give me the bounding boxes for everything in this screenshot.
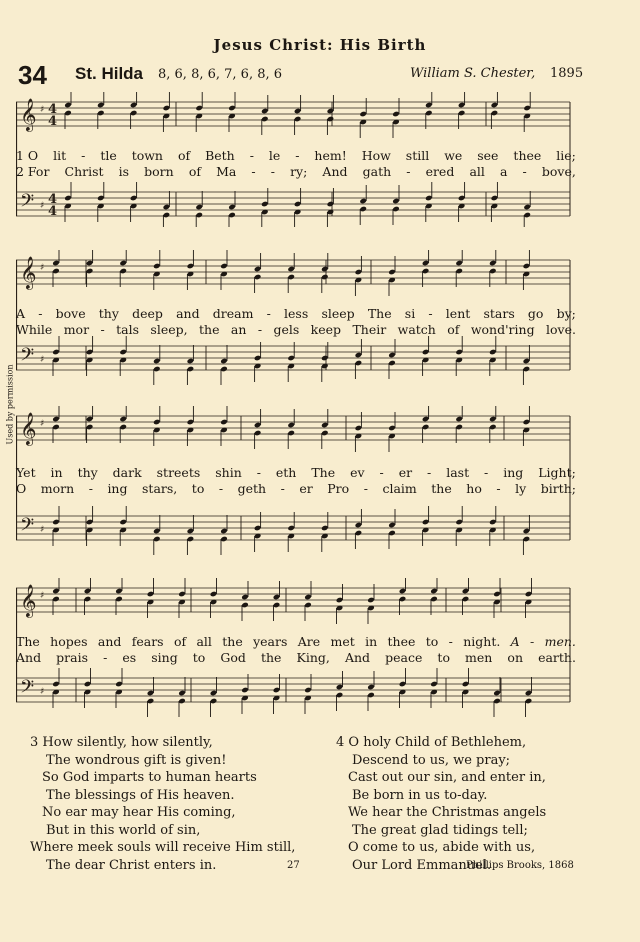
lyric-syllable: mor (63, 322, 90, 337)
lyric-syllable: How (361, 148, 391, 163)
lyric-syllable: - (427, 465, 432, 480)
lyric-syllable: to (425, 634, 439, 649)
lyric-syllable: years (253, 634, 288, 649)
tune-name: St. Hilda (75, 64, 144, 83)
stanza-line: We hear the Christmas angels (348, 805, 547, 820)
stanza-4 (336, 734, 626, 874)
lyric-syllable: claim (382, 481, 417, 496)
svg-text:𝄢: 𝄢 (20, 677, 35, 702)
lyric-syllable: deep (132, 306, 163, 321)
lyric-syllable: fears (131, 634, 164, 649)
lyric-syllable: birth; (540, 481, 576, 496)
lyric-syllable: and (97, 634, 122, 649)
svg-text:♯: ♯ (40, 355, 45, 365)
lyric-syllable: keep (310, 322, 342, 337)
lyric-syllable: by; (556, 306, 576, 321)
lyric-syllable: in (365, 634, 378, 649)
stanza-line: Cast out our sin, and enter in, (348, 770, 546, 785)
lyric-syllable: And (322, 164, 348, 179)
lyric-syllable: prais (56, 650, 88, 665)
composer (410, 66, 535, 81)
lyric-line-4-2 (16, 650, 576, 666)
lyric-syllable: ev (350, 465, 365, 480)
stanza-line: No ear may hear His coming, (42, 805, 236, 820)
lyric-syllable: born (144, 164, 174, 179)
svg-text:𝄞: 𝄞 (20, 98, 37, 131)
lyric-syllable: - (363, 481, 368, 496)
lyric-syllable: a (499, 164, 508, 179)
stanza-line: Descend to us, we pray; (352, 752, 511, 768)
lyric-syllable: shin (215, 465, 242, 480)
lyric-syllable: - (266, 306, 271, 321)
lyric-syllable: ing (503, 465, 524, 480)
lyric-syllable: of (173, 634, 187, 649)
svg-text:𝄞: 𝄞 (20, 584, 37, 617)
lyric-syllable: - (88, 481, 93, 496)
lyric-syllable: And (344, 650, 371, 665)
lyric-syllable: morn (40, 481, 75, 496)
lyric-syllable: earth. (538, 650, 576, 665)
lyric-syllable: of (177, 148, 191, 163)
lyric-syllable: 2 For (16, 164, 50, 179)
lyric-syllable: - (100, 322, 105, 337)
stanza-line: So God imparts to human hearts (42, 770, 257, 785)
lyric-syllable: wond'ring (470, 322, 535, 337)
lyric-syllable: - (379, 465, 384, 480)
lyric-syllable: God (220, 650, 246, 665)
lyric-syllable: of (188, 164, 201, 179)
lyric-syllable: King, (296, 650, 330, 665)
svg-text:𝄢: 𝄢 (20, 515, 35, 540)
lyric-syllable: lent (445, 306, 471, 321)
lyric-syllable: lie; (556, 148, 576, 163)
lyric-syllable: and (176, 306, 200, 321)
lyric-line-1-1 (16, 148, 576, 164)
svg-text:𝄢: 𝄢 (20, 191, 35, 216)
svg-text:♯: ♯ (40, 105, 45, 115)
stanza-line: The blessings of His heaven. (46, 787, 235, 803)
lyric-syllable: the (260, 650, 282, 665)
composer-year: 1895 (550, 66, 584, 81)
lyric-syllable: still (405, 148, 430, 163)
lyric-syllable: Light; (538, 465, 576, 480)
stanza-line: The dear Christ enters in. (46, 857, 217, 873)
lyric-syllable: love. (545, 322, 576, 337)
stanza-line: 4 O holy Child of Bethlehem, (336, 735, 527, 750)
lyric-syllable: hopes (50, 634, 88, 649)
svg-text:♯: ♯ (40, 525, 45, 535)
lyric-syllable: O (16, 481, 27, 496)
lyric-syllable: town (131, 148, 163, 163)
lyric-syllable: of (447, 322, 460, 337)
lyric-syllable: - (448, 634, 453, 649)
lyric-syllable: 1 O (16, 148, 39, 163)
lyric-syllable: Ma (216, 164, 237, 179)
lyric-syllable: thee (513, 148, 542, 163)
lyric-syllable: - (81, 148, 86, 163)
permission-note: Used by permission (5, 364, 15, 445)
lyric-syllable: in (50, 465, 63, 480)
lyric-syllable: streets (156, 465, 201, 480)
lyric-syllable: gels (273, 322, 300, 337)
stanza-line: The wondrous gift is given! (46, 752, 227, 768)
lyric-syllable: to (437, 650, 450, 665)
lyric-syllable: A (510, 634, 520, 649)
lyric-syllable: less (284, 306, 309, 321)
stanza-line: Where meek souls will receive Him still, (30, 840, 296, 855)
stanza-line: The great glad tidings tell; (352, 822, 528, 838)
lyric-syllable: Pro (327, 481, 350, 496)
lyric-syllable: we (444, 148, 463, 163)
lyric-syllable: - (257, 322, 263, 337)
lyric-syllable: see (477, 148, 499, 163)
stanza-line: Be born in us to-day. (352, 787, 488, 803)
lyric-syllable: - (249, 148, 254, 163)
lyric-line-2-2 (16, 322, 576, 338)
lyric-syllable: stars (483, 306, 515, 321)
lyric-syllable: - (522, 164, 527, 179)
lyric-syllable: night. (463, 634, 501, 649)
lyric-line-3-2 (16, 481, 576, 497)
lyric-syllable: ly (515, 481, 527, 496)
lyric-syllable: gath (362, 164, 392, 179)
lyric-syllable: on (507, 650, 523, 665)
lyric-syllable: the (222, 634, 243, 649)
lyric-syllable: Christ (64, 164, 104, 179)
lyric-syllable: peace (385, 650, 423, 665)
lyric-syllable: - (218, 481, 224, 496)
lyric-syllable: thy (98, 306, 119, 321)
lyric-syllable: men. (544, 634, 576, 649)
svg-text:♯: ♯ (40, 687, 45, 697)
svg-text:♯: ♯ (40, 591, 45, 601)
svg-text:♯: ♯ (40, 263, 45, 273)
lyric-syllable: thee (387, 634, 416, 649)
lyric-syllable: - (251, 164, 256, 179)
lyric-syllable: - (530, 634, 535, 649)
lyric-syllable: all (196, 634, 212, 649)
lyric-syllable: sleep (321, 306, 355, 321)
stanza-line: But in this world of sin, (46, 822, 201, 838)
lyric-syllable: stars, (142, 481, 178, 496)
lyric-syllable: thy (77, 465, 98, 480)
lyric-syllable: an (230, 322, 247, 337)
lyric-syllable: Their (352, 322, 387, 337)
lyric-syllable: - (38, 306, 43, 321)
lyric-syllable: tals (116, 322, 139, 337)
lyric-syllable: sing (151, 650, 178, 665)
lyric-syllable: ered (425, 164, 455, 179)
lyric-line-3-1 (16, 465, 576, 481)
lyric-syllable: dream (212, 306, 254, 321)
lyric-syllable: go (527, 306, 544, 321)
lyric-syllable: last (446, 465, 470, 480)
lyric-syllable: The (16, 634, 40, 649)
lyric-line-4-1 (16, 634, 576, 650)
lyric-syllable: And (16, 650, 42, 665)
lyric-syllable: er (398, 465, 413, 480)
lyric-syllable: - (428, 306, 433, 321)
svg-text:4: 4 (48, 114, 58, 129)
lyric-syllable: to (191, 481, 205, 496)
lyric-syllable: The (311, 465, 336, 480)
lyric-syllable: The (367, 306, 392, 321)
lyric-syllable: ing (107, 481, 128, 496)
lyric-syllable: bove (55, 306, 86, 321)
lyric-syllable: A (16, 306, 26, 321)
stanza-line: O come to us, abide with us, (348, 840, 536, 855)
stanza-3 (30, 734, 320, 874)
stanza-line: 3 How silently, how silently, (30, 735, 213, 750)
lyric-syllable: tle (100, 148, 117, 163)
lyric-syllable: hem! (314, 148, 347, 163)
composer-name: William S. Chester, (410, 66, 536, 81)
lyric-syllable: the (431, 481, 452, 496)
lyric-syllable: - (295, 148, 300, 163)
lyric-line-2-1 (16, 306, 576, 322)
meter: 8, 6, 8, 6, 7, 6, 8, 6 (158, 67, 283, 82)
lyric-syllable: eth (275, 465, 297, 480)
svg-text:4: 4 (48, 204, 58, 219)
lyric-syllable: bove, (541, 164, 576, 179)
hymn-number: 34 (18, 60, 47, 90)
lyric-syllable: lit (53, 148, 67, 163)
lyric-syllable: - (280, 481, 285, 496)
lyric-syllable: - (406, 164, 411, 179)
svg-text:𝄢: 𝄢 (20, 345, 35, 370)
stanza-line: Our Lord Emmanuel. (352, 857, 492, 873)
lyric-syllable: - (103, 650, 108, 665)
svg-text:4: 4 (48, 192, 58, 207)
svg-text:𝄞: 𝄞 (20, 412, 37, 445)
lyric-syllable: es (122, 650, 137, 665)
lyric-syllable: Yet (16, 465, 36, 480)
section-title: Jesus Christ: His Birth (213, 36, 427, 54)
lyric-syllable: sleep, (150, 322, 188, 337)
lyric-syllable: ho (466, 481, 482, 496)
lyric-syllable: men (465, 650, 493, 665)
lyric-syllable: to (192, 650, 206, 665)
svg-text:𝄞: 𝄞 (20, 256, 37, 289)
lyric-syllable: watch (397, 322, 436, 337)
lyric-syllable: - (256, 465, 261, 480)
lyric-syllable: si (404, 306, 416, 321)
lyric-syllable: While (16, 322, 53, 337)
lyric-syllable: er (299, 481, 313, 496)
lyric-syllable: le (268, 148, 281, 163)
lyric-syllable: - (484, 465, 489, 480)
lyric-syllable: Beth (205, 148, 235, 163)
lyric-syllable: is (118, 164, 130, 179)
lyric-syllable: - (496, 481, 501, 496)
lyric-syllable: all (469, 164, 485, 179)
page-number: 27 (287, 860, 300, 871)
lyric-syllable: - (270, 164, 275, 179)
lyric-syllable: ry; (290, 164, 308, 179)
lyric-syllable: dark (112, 465, 142, 480)
svg-text:4: 4 (48, 102, 58, 117)
lyric-syllable: met (330, 634, 355, 649)
lyric-syllable: geth (237, 481, 267, 496)
lyric-syllable: the (199, 322, 220, 337)
svg-text:♯: ♯ (40, 201, 45, 211)
hymn-author: Phillips Brooks, 1868 (466, 860, 574, 871)
lyric-syllable: Are (297, 634, 321, 649)
svg-text:♯: ♯ (40, 419, 45, 429)
lyric-line-1-2 (16, 164, 576, 180)
